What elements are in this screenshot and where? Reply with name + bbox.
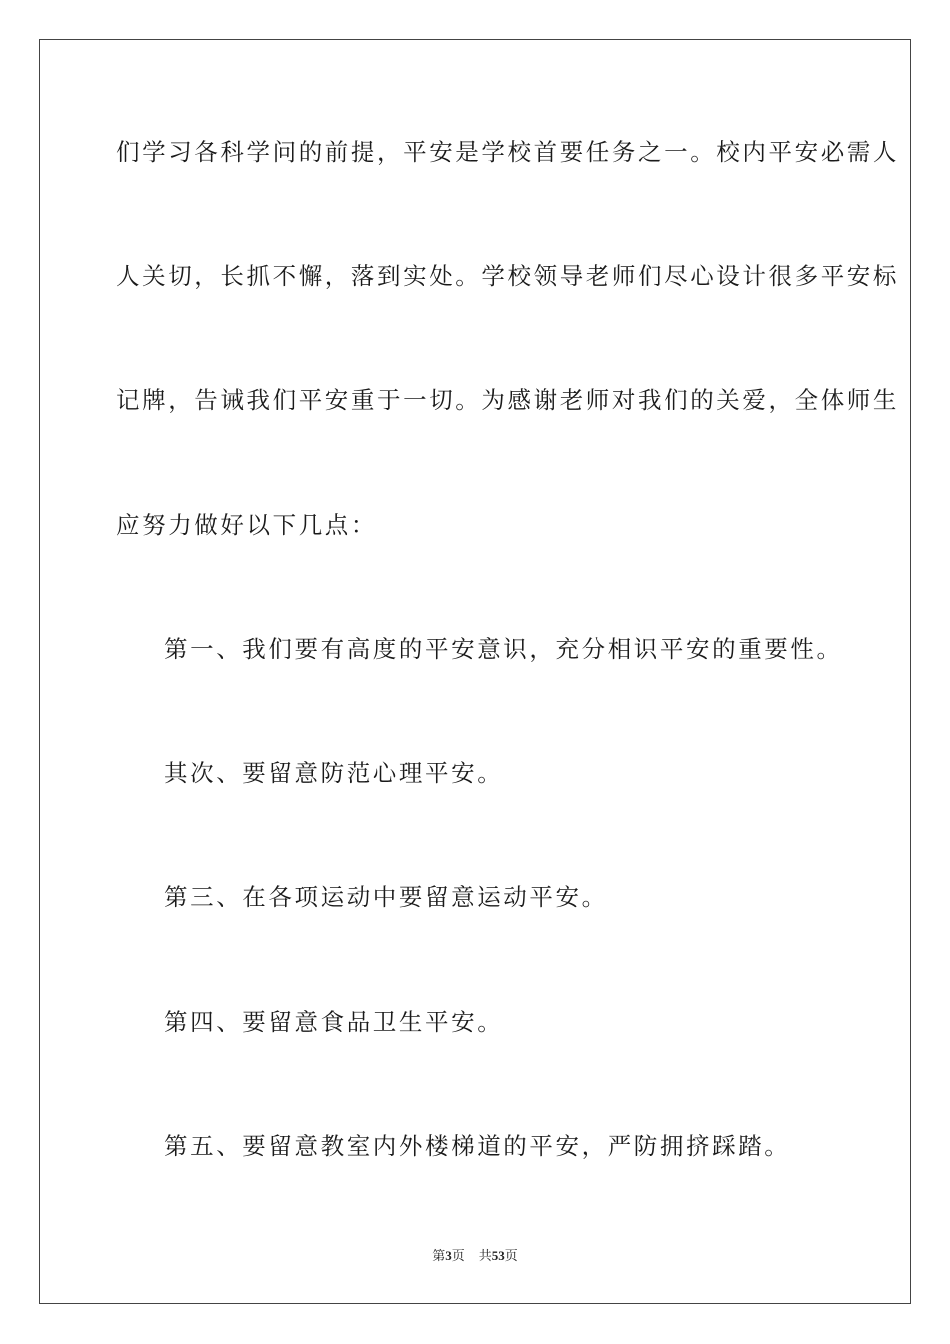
page-prefix: 第 [432, 1248, 446, 1263]
paragraph-line: 们学习各科学问的前提，平安是学校首要任务之一。校内平安必需人 [116, 138, 899, 166]
total-pages: 53 [491, 1248, 505, 1263]
page-border [39, 39, 911, 1304]
list-item: 其次、要留意防范心理平安。 [164, 759, 504, 787]
list-item: 第一、我们要有高度的平安意识，充分相识平安的重要性。 [164, 635, 843, 663]
list-item: 第四、要留意食品卫生平安。 [164, 1008, 504, 1036]
paragraph-line: 人关切，长抓不懈，落到实处。学校领导老师们尽心设计很多平安标 [116, 262, 899, 290]
list-item: 第五、要留意教室内外楼梯道的平安，严防拥挤踩踏。 [164, 1132, 791, 1160]
list-item: 第三、在各项运动中要留意运动平安。 [164, 883, 608, 911]
total-suffix: 页 [504, 1248, 518, 1263]
paragraph-line: 应努力做好以下几点： [116, 511, 377, 539]
page-suffix: 页 [451, 1248, 465, 1263]
page-footer [0, 1245, 950, 1264]
paragraph-line: 记牌，告诫我们平安重于一切。为感谢老师对我们的关爱，全体师生 [116, 386, 899, 414]
total-prefix: 共 [478, 1248, 492, 1263]
page-number: 3 [445, 1248, 452, 1263]
